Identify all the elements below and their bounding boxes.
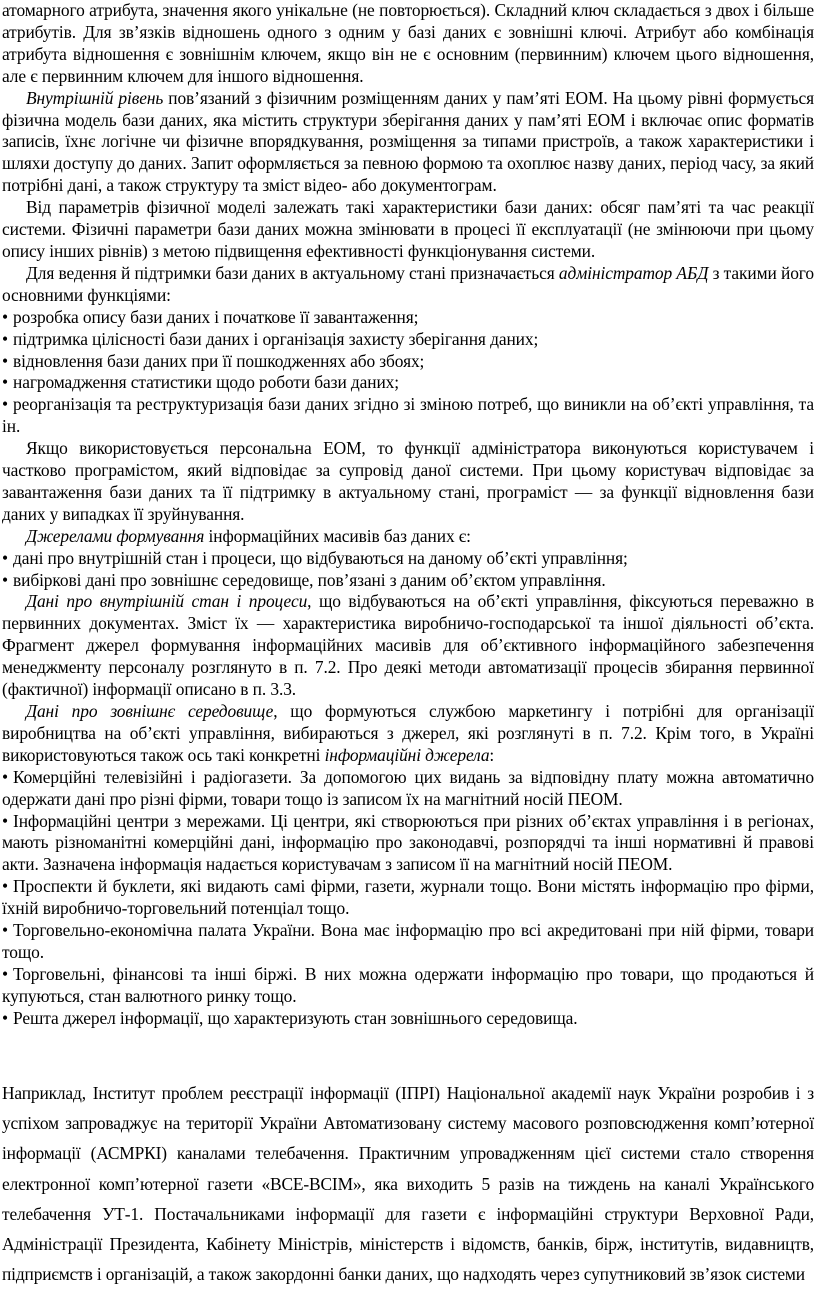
list-item: • вибіркові дані про зовнішнє середовище, пов’язані з даним об’єктом управління. xyxy=(2,569,606,590)
document-body xyxy=(2,0,814,1030)
term-administrator: адміністратор АБД xyxy=(558,262,709,283)
bullet-icon: • xyxy=(2,372,8,393)
list-item: • відновлення бази даних при її пошкодженнях або збоях; xyxy=(2,350,425,371)
list-item: • дані про внутрішній стан і процеси, що відбуваються на даному об’єкті управління; xyxy=(2,547,628,568)
list-item: • Торговельні, фінансові та інші біржі. В них можна одержати інформацію про товари, що продаються й купуються, стан валютного ринку тощо. xyxy=(2,963,814,1006)
bullet-icon: • xyxy=(2,569,8,590)
list-item: • нагромадження статистики щодо роботи бази даних; xyxy=(2,372,400,393)
bullet-icon: • xyxy=(2,810,8,831)
list-item: • Решта джерел інформації, що характеризують стан зовнішнього середовища. xyxy=(2,1007,578,1028)
bullet-icon: • xyxy=(2,394,8,415)
list-item: • реорганізація та реструктуризація бази даних згідно зі зміною потреб, що виникли на об’єкті управління, та ін. xyxy=(2,394,814,437)
paragraph-pc-usage: Якщо використовується персональна ЕОМ, то функції адміністратора виконуються користувачем і частково програмістом, який відповідає за супровід даної системи. При цьому користувач відповідає за завантаження бази даних та її підтримку в актуальному стані, програміст — за функції відновлення бази даних у випадках її зруйнування. xyxy=(2,438,814,524)
bullet-icon: • xyxy=(2,766,8,787)
term-internal-data: Дані про внутрішній стан і процеси xyxy=(26,591,308,612)
paragraph-internal-data: Дані про внутрішній стан і процеси, що відбуваються на об’єкті управління, фіксуються переважно в первинних документах. Зміст їх — характеристика виробничо-господарської та іншої діяльності об’єкта. Фрагмент джерел формування інформаційних масивів для об’єктивного інформаційного забезпечення менеджменту персоналу розглянуто в п. 7.2. Про деякі методи автоматизації процесів збирання первинної (фактичної) інформації описано в п. 3.3. xyxy=(2,591,814,700)
list-item: • Торговельно-економічна палата України. Вона має інформацію про всі акредитовані при ній фірми, товари тощо. xyxy=(2,920,814,962)
bullet-icon: • xyxy=(2,1007,8,1028)
bullet-icon: • xyxy=(2,547,8,568)
bullet-icon: • xyxy=(2,963,8,984)
paragraph-administrator: Для ведення й підтримки бази даних в актуальному стані призначається адміністратор АБД з такими його основними функціями: xyxy=(2,262,814,305)
list-item: • підтримка цілісності бази даних і організація захисту зберігання даних; xyxy=(2,328,539,349)
paragraph-internal-level: Внутрішній рівень пов’язаний з фізичним розміщенням даних у пам’яті ЕОМ. На цьому рівні формується фізична модель бази даних, яка містить структури зберігання даних у пам’яті ЕОМ і включає опис форматів записів, їхнє логічне чи фізичне впорядкування, розміщення за типами пристроїв, а також характеристики і шляхи доступу до даних. Запит оформляється за певною формою та охоплює назву даних, період часу, за який потрібні дані, а також структуру та зміст відео- або документограм. xyxy=(2,87,814,196)
bullet-icon: • xyxy=(2,876,8,897)
list-item: • розробка опису бази даних і початкове її завантаження; xyxy=(2,306,419,327)
bullet-icon: • xyxy=(2,350,8,371)
term-external-data: Дані про зовнішнє середовище xyxy=(26,701,274,721)
paragraph-example-asmrki: Наприклад, Інститут проблем реєстрації інформації (ІПРІ) Національної академії наук України розробив і з успіхом запроваджує на території України Автоматизовану систему масового розповсюдження комп’ютерної інформації (АСМРКІ) каналами телебачення. Практичним упровадженням цієї системи стало створення електронної комп’ютерної газети «ВСЕ-ВСІМ», яка виходить 5 разів на тиждень на каналі Українського телебачення УТ-1. Постачальниками інформації для газети є інформаційні структури Верховної Ради, Адміністрації Президента, Кабінету Міністрів, міністерств і відомств, банків, бірж, інститутів, видавництв, підприємств і організацій, а також закордонні банки даних, що надходять через супутниковий зв’язок системи xyxy=(2,1083,814,1285)
document-body-loose xyxy=(2,1078,814,1289)
list-item: • Проспекти й буклети, які видають самі фірми, газети, журнали тощо. Вони містять інформацію про фірми, їхній виробничо-торговельний потенціал тощо. xyxy=(2,876,814,919)
list-item: • Інформаційні центри з мережами. Ці центри, які створюються при різних об’єктах управління і в регіонах, мають різноманітні комерційні дані, інформацію про законодавчі, розпорядчі та інші нормативні й правові акти. Зазначена інформація надається користувачам з записом її на магнітний носій ПЕОМ. xyxy=(2,810,814,875)
paragraph-key-attributes: атомарного атрибута, значення якого унікальне (не повторюється). Складний ключ складається з двох і більше атрибутів. Для зв’язків відношень одного з одним у базі даних є зовнішні ключі. Атрибут або комбінація атрибута відношення є зовнішнім ключем, якщо він не є основним (первинним) ключем цього відношення, але є первинним ключем для іншого відношення. xyxy=(2,0,814,86)
paragraph-sources: Джерелами формування інформаційних масивів баз даних є: xyxy=(26,525,471,546)
term-info-sources: інформаційні джерела xyxy=(324,744,490,765)
bullet-icon: • xyxy=(2,920,8,941)
term-internal-level: Внутрішній рівень xyxy=(26,87,164,108)
bullet-icon: • xyxy=(2,306,8,327)
term-sources: Джерелами формування xyxy=(26,525,205,546)
paragraph-external-data: Дані про зовнішнє середовище, що формуються службою маркетингу і потрібні для організації виробництва на об’єкті управління, вибираються з джерел, які розглянуті в п. 7.2. Крім того, в Україні використовуються також ось такі конкретні інформаційні джерела: xyxy=(2,701,814,765)
bullet-icon: • xyxy=(2,328,8,349)
paragraph-physical-parameters: Від параметрів фізичної моделі залежать такі характеристики бази даних: обсяг пам’яті та час реакції системи. Фізичні параметри бази даних можна змінювати в процесі її експлуатації (не змінюючи при цьому опису інших рівнів) з метою підвищення ефективності функціонування системи. xyxy=(2,197,814,261)
list-item: • Комерційні телевізійні і радіогазети. За допомогою цих видань за відповідну плату можна автоматично одержати дані про різні фірми, товари тощо із записом їх на магнітний носій ПЕОМ. xyxy=(2,766,814,809)
